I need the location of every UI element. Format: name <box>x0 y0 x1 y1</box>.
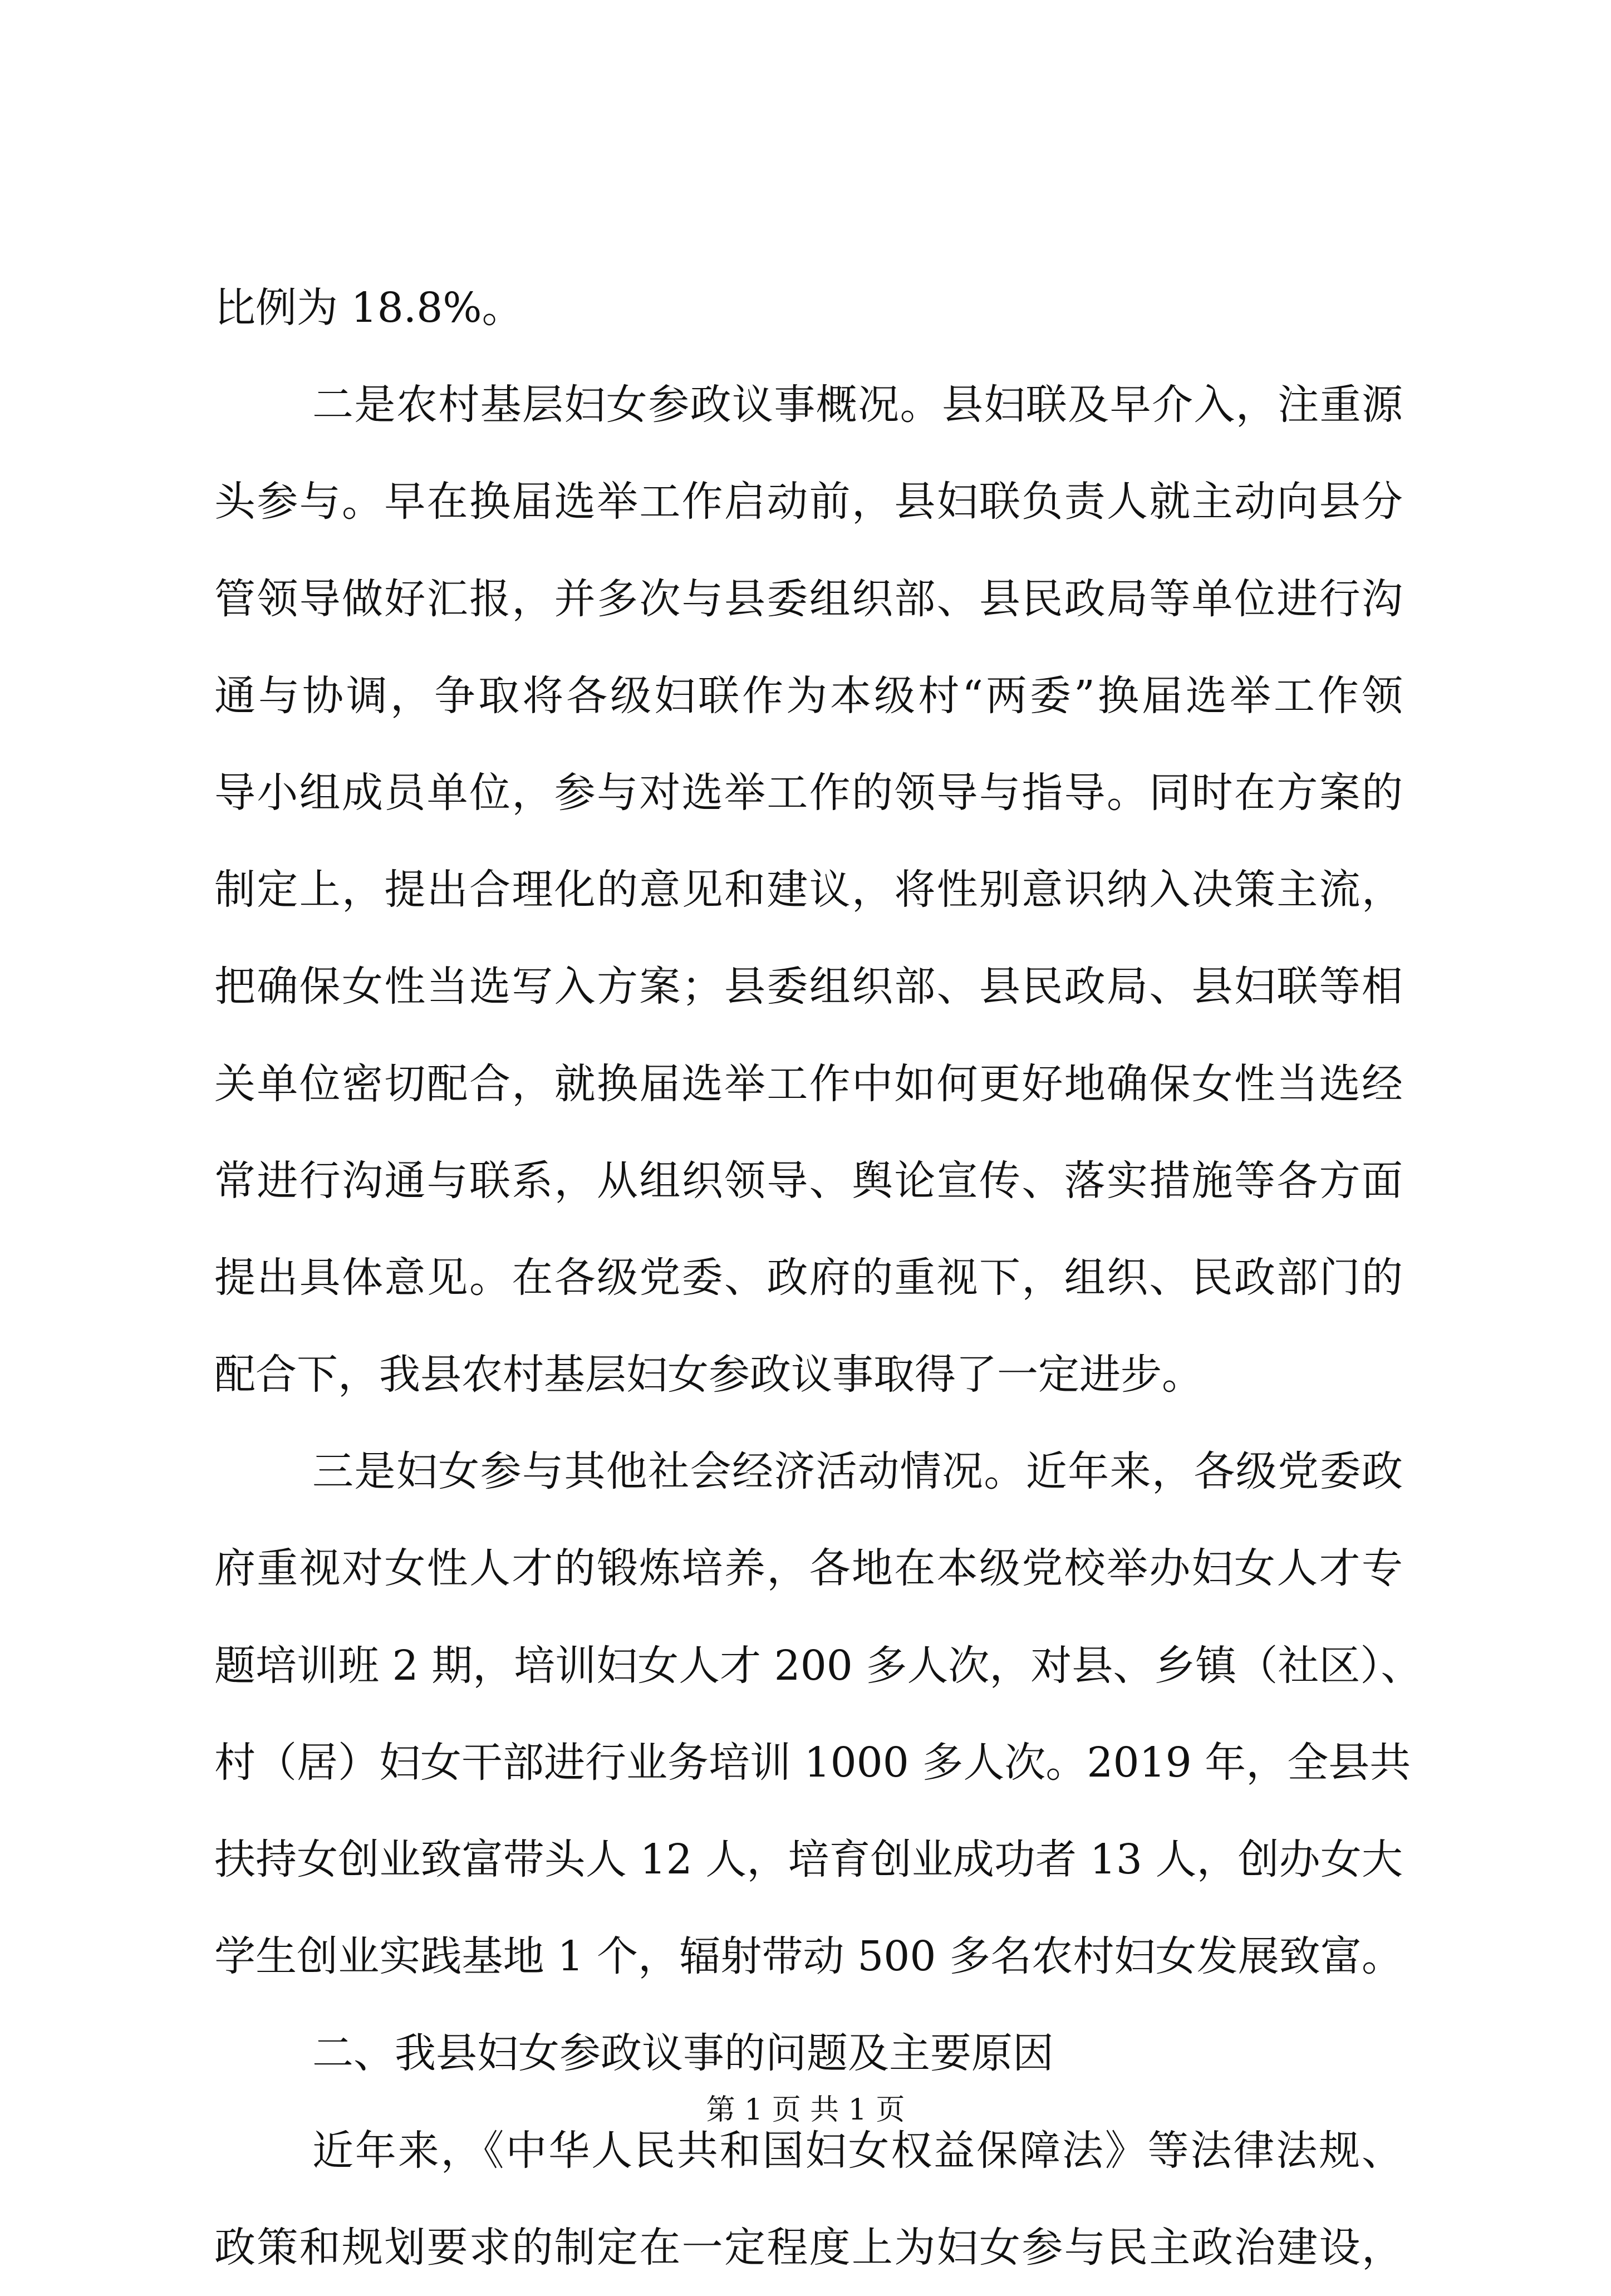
text-line: 关单位密切配合，就换届选举工作中如何更好地确保女性当选经 <box>214 1059 1403 1108</box>
text-line: 提出具体意见。在各级党委、政府的重视下，组织、民政部门的 <box>214 1253 1403 1302</box>
text-line: 配合下，我县农村基层妇女参政议事取得了一定进步。 <box>214 1351 1203 1399</box>
section-heading: 二、我县妇女参政议事的问题及主要原因 <box>312 2029 1054 2078</box>
paragraph-start-line: 二是农村基层妇女参政议事概况。县妇联及早介入，注重源 <box>312 381 1403 429</box>
text-line: 通与协调，争取将各级妇联作为本级村“两委”换届选举工作领 <box>214 671 1403 720</box>
text-line: 把确保女性当选写入方案；县委组织部、县民政局、县妇联等相 <box>214 963 1403 1011</box>
text-line: 题培训班 2 期，培训妇女人才 200 多人次，对县、乡镇（社区）、 <box>214 1641 1422 1690</box>
text-line: 村（居）妇女干部进行业务培训 1000 多人次。2019 年，全县共 <box>214 1738 1411 1787</box>
text-line: 政策和规划要求的制定在一定程度上为妇女参与民主政治建设， <box>214 2223 1403 2272</box>
text-line: 扶持女创业致富带头人 12 人，培育创业成功者 13 人，创办女大 <box>214 1836 1403 1883</box>
document-body <box>214 259 1422 2296</box>
text-line: 导小组成员单位，参与对选举工作的领导与指导。同时在方案的 <box>214 768 1403 817</box>
paragraph-start-line: 三是妇女参与其他社会经济活动情况。近年来，各级党委政 <box>312 1448 1403 1496</box>
text-line: 制定上，提出合理化的意见和建议，将性别意识纳入决策主流， <box>214 866 1403 914</box>
text-line: 学生创业实践基地 1 个，辐射带动 500 多名农村妇女发展致富。 <box>214 1932 1403 1981</box>
text-line: 府重视对女性人才的锻炼培养，各地在本级党校举办妇女人才专 <box>214 1544 1403 1593</box>
paragraph-start-line: 近年来，《中华人民共和国妇女权益保障法》等法律法规、 <box>312 2126 1403 2175</box>
text-line: 管领导做好汇报，并多次与县委组织部、县民政局等单位进行沟 <box>214 575 1403 623</box>
text-line: 头参与。早在换届选举工作启动前，县妇联负责人就主动向县分 <box>214 478 1403 526</box>
page-number-footer: 第 1 页 共 1 页 <box>706 2093 905 2127</box>
text-line: 比例为 18.8%。 <box>214 284 523 332</box>
text-line: 常进行沟通与联系，从组织领导、舆论宣传、落实措施等各方面 <box>214 1156 1403 1205</box>
